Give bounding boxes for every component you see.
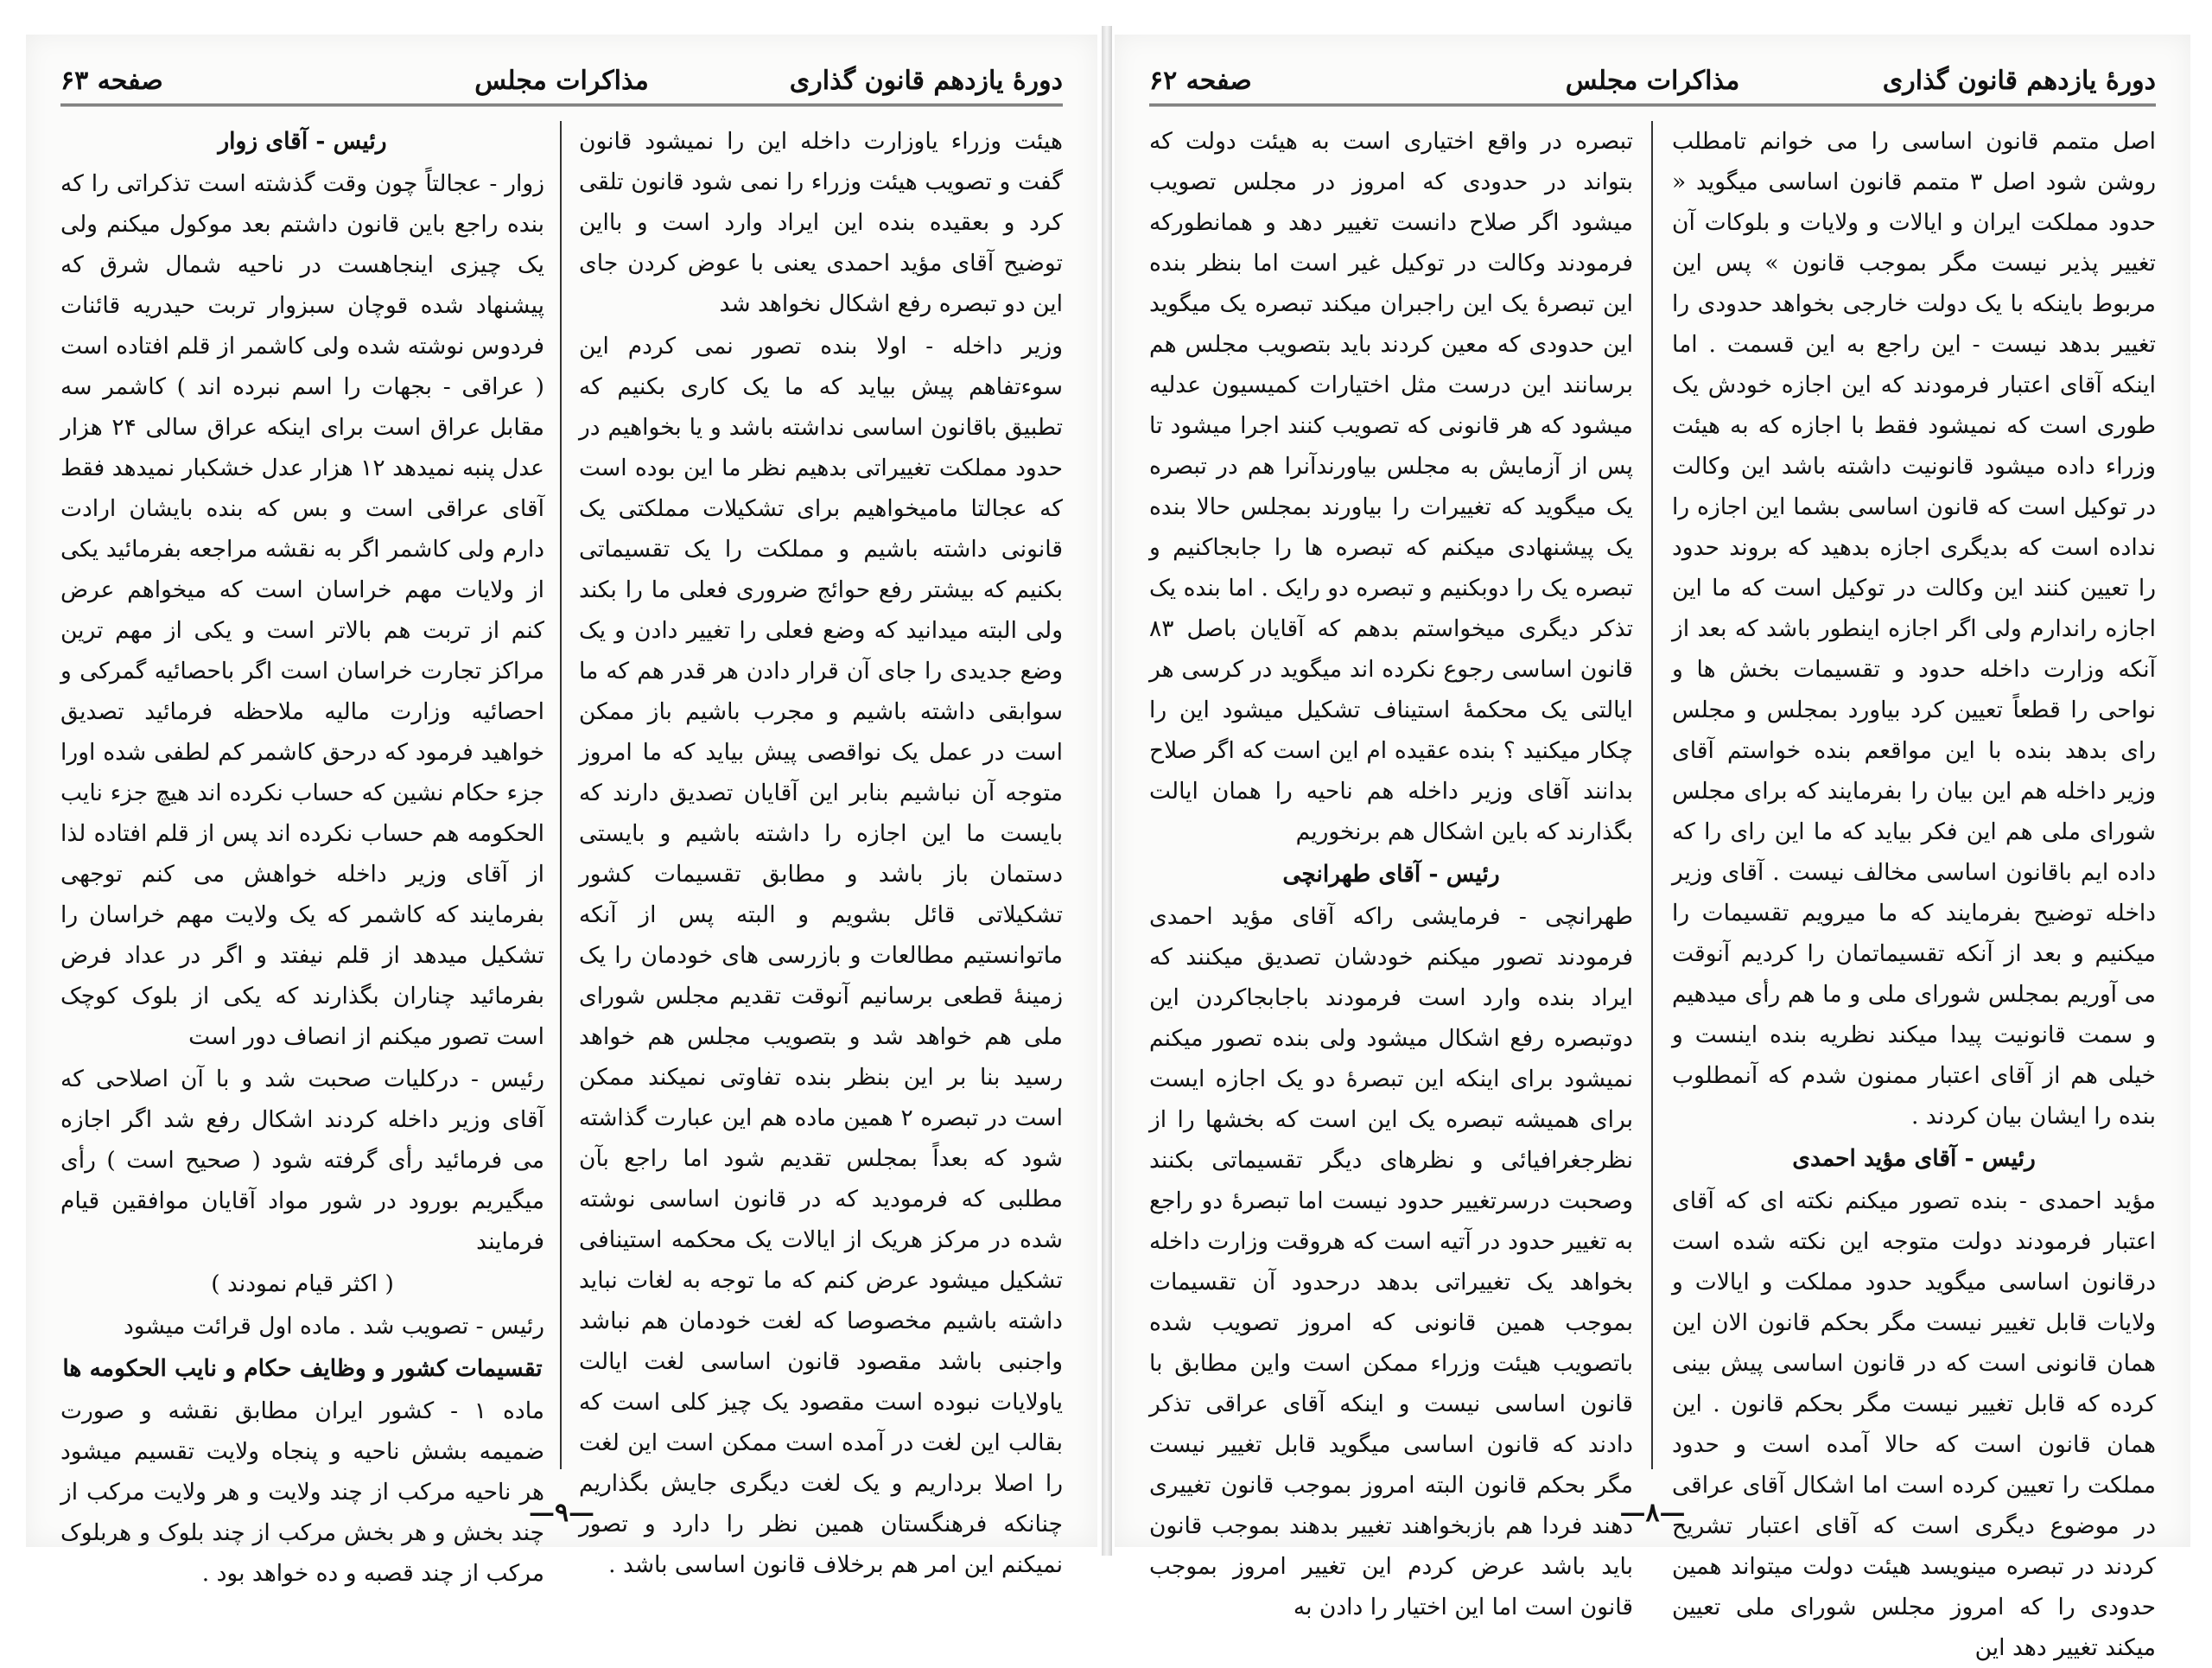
header-series: دورهٔ یازدهم قانون گذاری xyxy=(1882,66,2156,96)
book-gutter xyxy=(1102,26,1112,1556)
vote-result: ( اکثر قیام نمودند ) xyxy=(211,1270,394,1297)
header-title: مذاکرات مجلس xyxy=(1565,66,1740,96)
paragraph: رئیس - تصویب شد . ماده اول قرائت میشود xyxy=(123,1313,544,1340)
paragraph: اصل متمم قانون اساسی را می خوانم تامطلب روشن شود اصل ۳ متمم قانون اساسی میگوید « حدود مملکت ایران و ایالات و ولایات و بلوکات آن تغییر پذیر نیست مگر بموجب قانون » پس این مربوط باینکه با یک دولت خارجی بخواهد حدودی را تغییر بدهد نیست - این راجع به این قسمت . اما اینکه آقای اعتبار فرمودند که این اجازه خودش یک طوری است که نمیشود فقط با اجازه که به هیئت وزراء داده میشود قانونیت داشته باشد این وکالت در توکیل است که قانون اساسی بشما این اجازه را نداده است که بدیگری اجازه بدهید که بروند حدود را تعیین کنند این وکالت در توکیل است که ما این اجازه راندارم ولی اگر اجازه اینطور باشد که بعد از آنکه وزارت داخله حدود و تقسیمات بخش ها و نواحی را قطعاً تعیین کرد بیاورد بمجلس و مجلس رای بدهد بنده با این مواقعم بنده خواستم آقای وزیر داخله هم این بیان را بفرمایند که برای مجلس شورای ملی هم این فکر بیاید که ما این رای را که داده ایم باقانون اساسی مخالف نیست . آقای وزیر داخله توضیح بفرمایند که ما میرویم تقسیمات را میکنیم و بعد از آنکه تقسیماتمان را کردیم آنوقت می آوریم بمجلس شورای ملی و ما هم رأی میدهیم و سمت قانونیت پیدا میکند نظریه بنده اینست و خیلی هم از آقای اعتبار ممنون شدم که آنمطلوب بنده را ایشان بیان کردند . xyxy=(1672,128,2157,1130)
speaker-line: رئیس - آقای طهرانچی xyxy=(1282,861,1500,888)
article-text: ماده ۱ - کشور ایران مطابق نقشه و صورت ضمیمه بشش ناحیه و پنجاه ولایت تقسیم میشود هر ناحیه مرکب از چند ولایت و هر ولایت مرکب از چند بخش و هر بخش مرکب از چند بلوک و هربلوک مرکب از چند قصبه و ده خواهد بود . xyxy=(60,1397,544,1587)
speaker-line: رئیس - آقای زوار xyxy=(218,128,387,155)
column-divider xyxy=(560,121,562,1469)
left-page-header xyxy=(60,60,1063,106)
folio: —۸— xyxy=(1619,1498,1686,1528)
header-page-number: صفحه ۶۳ xyxy=(60,66,163,96)
header-title: مذاکرات مجلس xyxy=(474,66,649,96)
right-page-header xyxy=(1149,60,2156,106)
paragraph: زوار - عجالتاً چون وقت گذشته است تذکراتی را که بنده راجع باین قانون داشتم بعد موکول میکنم ولی یک چیزی اینجاهست در ناحیه شمال شرق که پیشنهاد شده قوچان سبزوار تربت حیدریه قائنات فردوس نوشته شده ولی کاشمر از قلم افتاده است ( عراقی - بجهات را اسم نبرده اند ) کاشمر سه مقابل عراق است برای اینکه عراق سالی ۲۴ هزار عدل پنبه نمیدهد ۱۲ هزار عدل خشکبار نمیدهد فقط آقای عراقی است و بس که بنده بایشان ارادت دارم ولی کاشمر اگر به نقشه مراجعه بفرمائید یکی از ولایات مهم خراسان است که میخواهم عرض کنم از تربت هم بالاتر است و یکی از مهم ترین مراکز تجارت خراسان است اگر باحصائیه گمرکی و احصائیه وزارت مالیه ملاحظه فرمائید تصدیق خواهید فرمود که درحق کاشمر کم لطفی شده اورا جزء حکام نشین که حساب نکرده اند هیچ جزء نایب الحکومه هم حساب نکرده اند پس از قلم افتاده لذا از آقای وزیر داخله خواهش می کنم توجهی بفرمایند که کاشمر که یک ولایت مهم خراسان را تشکیل میدهد از قلم نیفتد و اگر در عداد فرض بفرمائید چناران بگذارند که یکی از بلوک کوچک است تصور میکنم از انصاف دور است xyxy=(60,170,544,1050)
paragraph: تبصره در واقع اختیاری است به هیئت دولت که بتواند در حدودی که امروز در مجلس تصویب میشود اگر صلاح دانست تغییر دهد و همانطورکه فرمودند وکالت در توکیل غیر است اما بنظر بنده این تبصرهٔ یک این راجبران میکند تبصره یک میگوید این حدودی که معین کردند باید بتصویب مجلس هم برسانند این درست مثل اختیارات کمیسیون عدلیه میشود که هر قانونی که تصویب کنند اجرا میشود تا پس از آزمایش به مجلس بیاورندآنرا هم در تبصره یک میگوید که تغییرات را بیاورند بمجلس حالا بنده یک پیشنهادی میکنم که تبصره ها را جابجاکنیم و تبصره یک را دوبکنیم و تبصره دو رایک . اما بنده یک تذکر دیگری میخواستم بدهم که آقایان باصل ۸۳ قانون اساسی رجوع نکرده اند میگوید در کرسی هر ایالتی یک محکمهٔ استیناف تشکیل میشود این را چکار میکنید ؟ بنده عقیده ام این است که اگر صلاح بدانند آقای وزیر داخله هم ناحیه را همان ایالت بگذارند که باین اشکال هم برنخوریم xyxy=(1149,128,1633,845)
right-page-left-column xyxy=(1149,121,1633,1620)
column-divider xyxy=(1651,121,1653,1469)
header-page-number: صفحه ۶۲ xyxy=(1149,66,1252,96)
paragraph: وزیر داخله - اولا بنده تصور نمی کردم این سوءتفاهم پیش بیاید که ما یک کاری بکنیم که تطبیق باقانون اساسی نداشته باشد و یا بخواهیم در حدود مملکت تغییراتی بدهیم نظر ما این بوده است که عجالتا مامیخواهیم برای تشکیلات مملکتی یک قانونی داشته باشیم و مملکت را یک تقسیماتی بکنیم که بیشتر رفع حوائج ضروری فعلی ما را بکند ولی البته میدانید که وضع فعلی را تغییر دادن و یک وضع جدیدی را جای آن قرار دادن هر قدر هم که ما سوابقی داشته باشیم و مجرب باشیم باز ممکن است در عمل یک نواقصی پیش بیاید که ما امروز متوجه آن نباشیم بنابر این آقایان تصدیق دارند که بایست ما این اجازه را داشته باشیم و بایستی دستمان باز باشد و مطابق تقسیمات کشور تشکیلاتی قائل بشویم و البته پس از آنکه ماتوانستیم مطالعات و بازرسی های خودمان را یک زمینهٔ قطعی برسانیم آنوقت تقدیم مجلس شورای ملی هم خواهد شد و بتصویب مجلس هم خواهد رسید بنا بر این بنظر بنده تفاوتی نمیکند ممکن است در تبصره ۲ همین ماده هم این عبارت گذاشته شود که بعداً بمجلس تقدیم شود اما راجع بآن مطلبی که فرمودید که در قانون اساسی نوشته شده در مرکز هریک از ایالات یک محکمه استینافی تشکیل میشود عرض کنم که ما توجه به لغات نباید داشته باشیم مخصوصا که لغت خودمان هم نباشد واجنبی باشد مقصود قانون اساسی لغت ایالت یاولایات نبوده است مقصود یک چیز کلی است که بقالب این لغت در آمده است ممکن است این لغت را اصلا برداریم و یک لغت دیگری جایش بگذاریم چنانکه فرهنگستان همین نظر را دارد و تصور نمیکنم این امر هم برخلاف قانون اساسی باشد . xyxy=(579,333,1063,1578)
right-page-right-column xyxy=(1672,121,2157,1661)
right-page xyxy=(1115,35,2190,1661)
folio: —۹— xyxy=(528,1498,595,1528)
paragraph: هیئت وزراء یاوزارت داخله این را نمیشود قانون گفت و تصویب هیئت وزراء را نمی شود قانون تلقی کرد و بعقیده بنده این ایراد وارد است و بااین توضیح آقای مؤید احمدی یعنی با عوض کردن جای این دو تبصره رفع اشکال نخواهد شد xyxy=(579,128,1063,317)
paragraph: طهرانچی - فرمایشی راکه آقای مؤید احمدی فرمودند تصور میکنم خودشان تصدیق میکنند که ایراد بنده وارد است فرمودند باجابجاکردن این دوتبصره رفع اشکال میشود ولی بنده تصور میکنم نمیشود برای اینکه این تبصرهٔ دو یک اجازه ایست برای همیشه تبصره یک این است که بخشها را از نظرجغرافیائی و نظرهای دیگر تقسیماتی بکنند وصحبت درسرتغییر حدود نیست اما تبصرهٔ دو راجع به تغییر حدود در آتیه است که هروقت وزارت داخله بخواهد یک تغییراتی بدهد درحدود آن تقسیمات بموجب همین قانونی که امروز تصویب شده باتصویب هیئت وزراء ممکن است واین مطابق با قانون اساسی نیست و اینکه آقای عراقی تذکر دادند که قانون اساسی میگوید قابل تغییر نیست مگر بحکم قانون البته امروز بموجب قانون تغییری دهند فردا هم بازبخواهند تغییر بدهند بموجب قانون باید باشد عرض کردم این تغییر امروز بموجب قانون است اما این اختیار را دادن به xyxy=(1149,903,1633,1620)
header-series: دورهٔ یازدهم قانون گذاری xyxy=(789,66,1063,96)
paragraph: رئیس - درکلیات صحبت شد و با آن اصلاحی که آقای وزیر داخله کردند اشکال رفع شد اگر اجازه می فرمائید رأی گرفته شود ( صحیح است ) رأی میگیریم بورود در شور مواد آقایان موافقین قیام فرمایند xyxy=(60,1066,544,1255)
section-heading: تقسیمات کشور و وظایف حکام و نایب الحکومه ها xyxy=(62,1355,543,1382)
left-page-left-column xyxy=(60,121,544,1587)
left-page xyxy=(26,35,1097,1587)
speaker-line: رئیس - آقای مؤید احمدی xyxy=(1792,1145,2036,1172)
left-page-right-column xyxy=(579,121,1063,1578)
paragraph: مؤید احمدی - بنده تصور میکنم نکته ای که آقای اعتبار فرمودند دولت متوجه این نکته شده است درقانون اساسی میگوید حدود مملکت و ایالات و ولایات قابل تغییر نیست مگر بحکم قانون الان این همان قانونی است که در قانون اساسی پیش بینی کرده که قابل تغییر نیست مگر بحکم قانون . این همان قانون است که حالا آمده است و حدود مملکت را تعیین کرده است اما اشکال آقای عراقی در موضوع دیگری است که آقای اعتبار تشریح کردند در تبصره مینویسد هیئت دولت میتواند همین حدودی را که امروز مجلس شورای ملی تعیین میکند تغییر دهد این xyxy=(1672,1187,2156,1661)
